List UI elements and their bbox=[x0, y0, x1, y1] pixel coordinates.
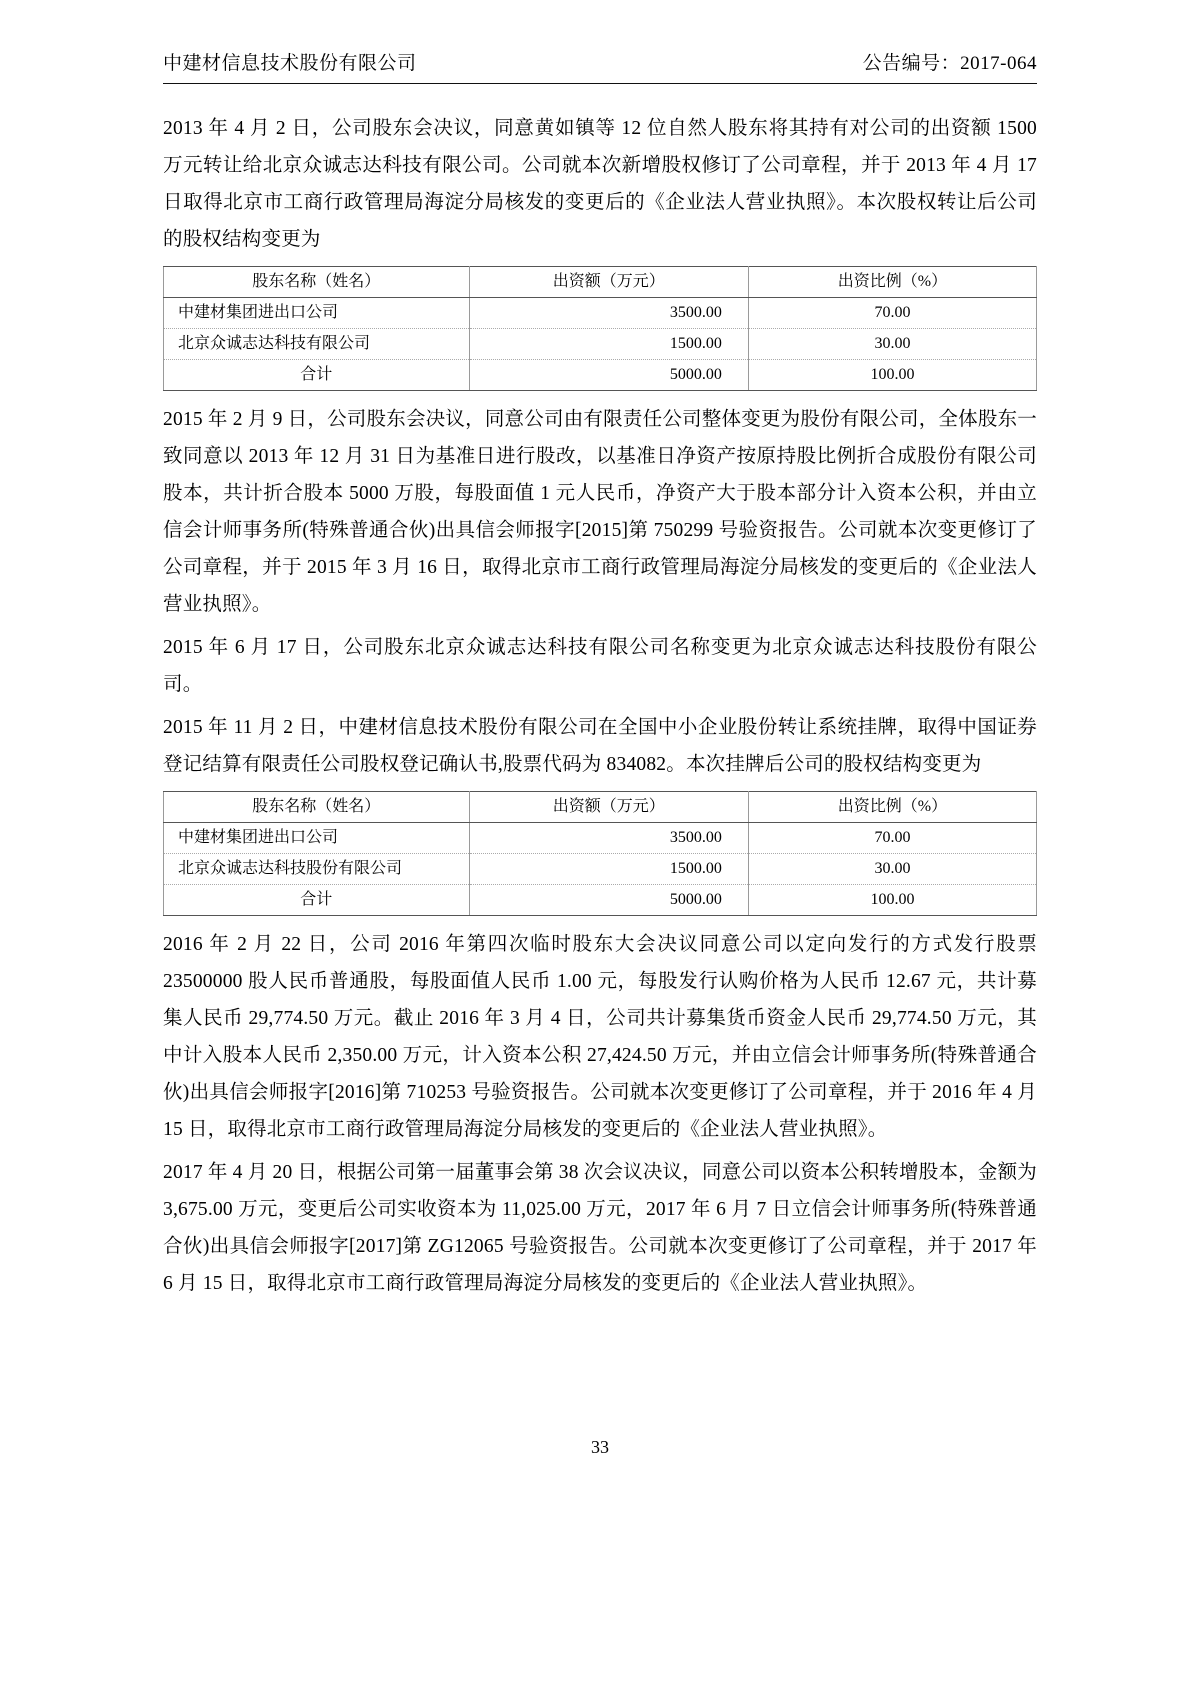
cell-total-ratio: 100.00 bbox=[748, 885, 1036, 916]
column-header-shareholder: 股东名称（姓名） bbox=[164, 792, 470, 823]
page-content bbox=[163, 48, 1037, 1304]
paragraph-4: 2015 年 11 月 2 日，中建材信息技术股份有限公司在全国中小企业股份转让系统挂牌，取得中国证券登记结算有限责任公司股权登记确认书,股票代码为 834082。本次挂牌后公司的股权结构变更为 bbox=[163, 717, 1037, 775]
paragraph-5: 2016 年 2 月 22 日，公司 2016 年第四次临时股东大会决议同意公司以定向发行的方式发行股票 23500000 股人民币普通股，每股面值人民币 1.00 元，每股发行认购价格为人民币 12.67 元，共计募集人民币 29,774.50 万元。截止 2016 年 3 月 4 日，公司共计募集货币资金人民币 29,774.50 万元，其中计入股本人民币 2,350.00 万元，计入资本公积 27,424.50 万元，并由立信会计师事务所(特殊普通合伙)出具信会师报字[2016]第 710253 号验资报告。公司就本次变更修订了公司章程，并于 2016 年 4 月 15 日，取得北京市工商行政管理局海淀分局核发的变更后的《企业法人营业执照》。 bbox=[163, 934, 1037, 1140]
cell-shareholder-name: 北京众诚志达科技有限公司 bbox=[164, 329, 470, 360]
table-header-row bbox=[164, 267, 1037, 298]
cell-ratio: 30.00 bbox=[748, 854, 1036, 885]
table-total-row bbox=[164, 885, 1037, 916]
column-header-shareholder: 股东名称（姓名） bbox=[164, 267, 470, 298]
cell-total-amount: 5000.00 bbox=[469, 885, 748, 916]
cell-amount: 1500.00 bbox=[469, 329, 748, 360]
table-header-row bbox=[164, 792, 1037, 823]
paragraph-6: 2017 年 4 月 20 日，根据公司第一届董事会第 38 次会议决议，同意公司以资本公积转增股本，金额为 3,675.00 万元，变更后公司实收资本为 11,025.00 万元，2017 年 6 月 7 日立信会计师事务所(特殊普通合伙)出具信会师报字[2017]第 ZG12065 号验资报告。公司就本次变更修订了公司章程，并于 2017 年 6 月 15 日，取得北京市工商行政管理局海淀分局核发的变更后的《企业法人营业执照》。 bbox=[163, 1162, 1037, 1294]
cell-ratio: 70.00 bbox=[748, 298, 1036, 329]
cell-total-label: 合计 bbox=[164, 360, 470, 391]
cell-shareholder-name: 北京众诚志达科技股份有限公司 bbox=[164, 854, 470, 885]
cell-amount: 3500.00 bbox=[469, 823, 748, 854]
cell-ratio: 70.00 bbox=[748, 823, 1036, 854]
column-header-ratio: 出资比例（%） bbox=[748, 267, 1036, 298]
table-row bbox=[164, 329, 1037, 360]
page-header bbox=[163, 48, 1037, 84]
cell-total-amount: 5000.00 bbox=[469, 360, 748, 391]
cell-amount: 3500.00 bbox=[469, 298, 748, 329]
header-notice-number: 公告编号：2017-064 bbox=[862, 53, 1037, 74]
paragraph-3: 2015 年 6 月 17 日，公司股东北京众诚志达科技有限公司名称变更为北京众诚志达科技股份有限公司。 bbox=[163, 637, 1037, 695]
paragraph-1: 2013 年 4 月 2 日，公司股东会决议，同意黄如镇等 12 位自然人股东将其持有对公司的出资额 1500 万元转让给北京众诚志达科技有限公司。公司就本次新增股权修订了公司章程，并于 2013 年 4 月 17 日取得北京市工商行政管理局海淀分局核发的变更后的《企业法人营业执照》。本次股权转让后公司的股权结构变更为 bbox=[163, 118, 1037, 250]
cell-shareholder-name: 中建材集团进出口公司 bbox=[164, 823, 470, 854]
cell-total-ratio: 100.00 bbox=[748, 360, 1036, 391]
column-header-amount: 出资额（万元） bbox=[469, 792, 748, 823]
table-total-row bbox=[164, 360, 1037, 391]
column-header-ratio: 出资比例（%） bbox=[748, 792, 1036, 823]
header-company-name: 中建材信息技术股份有限公司 bbox=[163, 53, 417, 74]
document-body bbox=[163, 110, 1037, 1302]
table-row bbox=[164, 298, 1037, 329]
cell-shareholder-name: 中建材集团进出口公司 bbox=[164, 298, 470, 329]
cell-total-label: 合计 bbox=[164, 885, 470, 916]
cell-ratio: 30.00 bbox=[748, 329, 1036, 360]
shareholder-table-2 bbox=[163, 791, 1037, 916]
column-header-amount: 出资额（万元） bbox=[469, 267, 748, 298]
shareholder-table-1 bbox=[163, 266, 1037, 391]
table-row bbox=[164, 854, 1037, 885]
page-number: 33 bbox=[591, 1437, 609, 1457]
table-row bbox=[164, 823, 1037, 854]
cell-amount: 1500.00 bbox=[469, 854, 748, 885]
paragraph-2: 2015 年 2 月 9 日，公司股东会决议，同意公司由有限责任公司整体变更为股份有限公司，全体股东一致同意以 2013 年 12 月 31 日为基准日进行股改，以基准日净资产按原持股比例折合成股份有限公司股本，共计折合股本 5000 万股，每股面值 1 元人民币，净资产大于股本部分计入资本公积，并由立信会计师事务所(特殊普通合伙)出具信会师报字[2015]第 750299 号验资报告。公司就本次变更修订了公司章程，并于 2015 年 3 月 16 日，取得北京市工商行政管理局海淀分局核发的变更后的《企业法人营业执照》。 bbox=[163, 409, 1037, 615]
